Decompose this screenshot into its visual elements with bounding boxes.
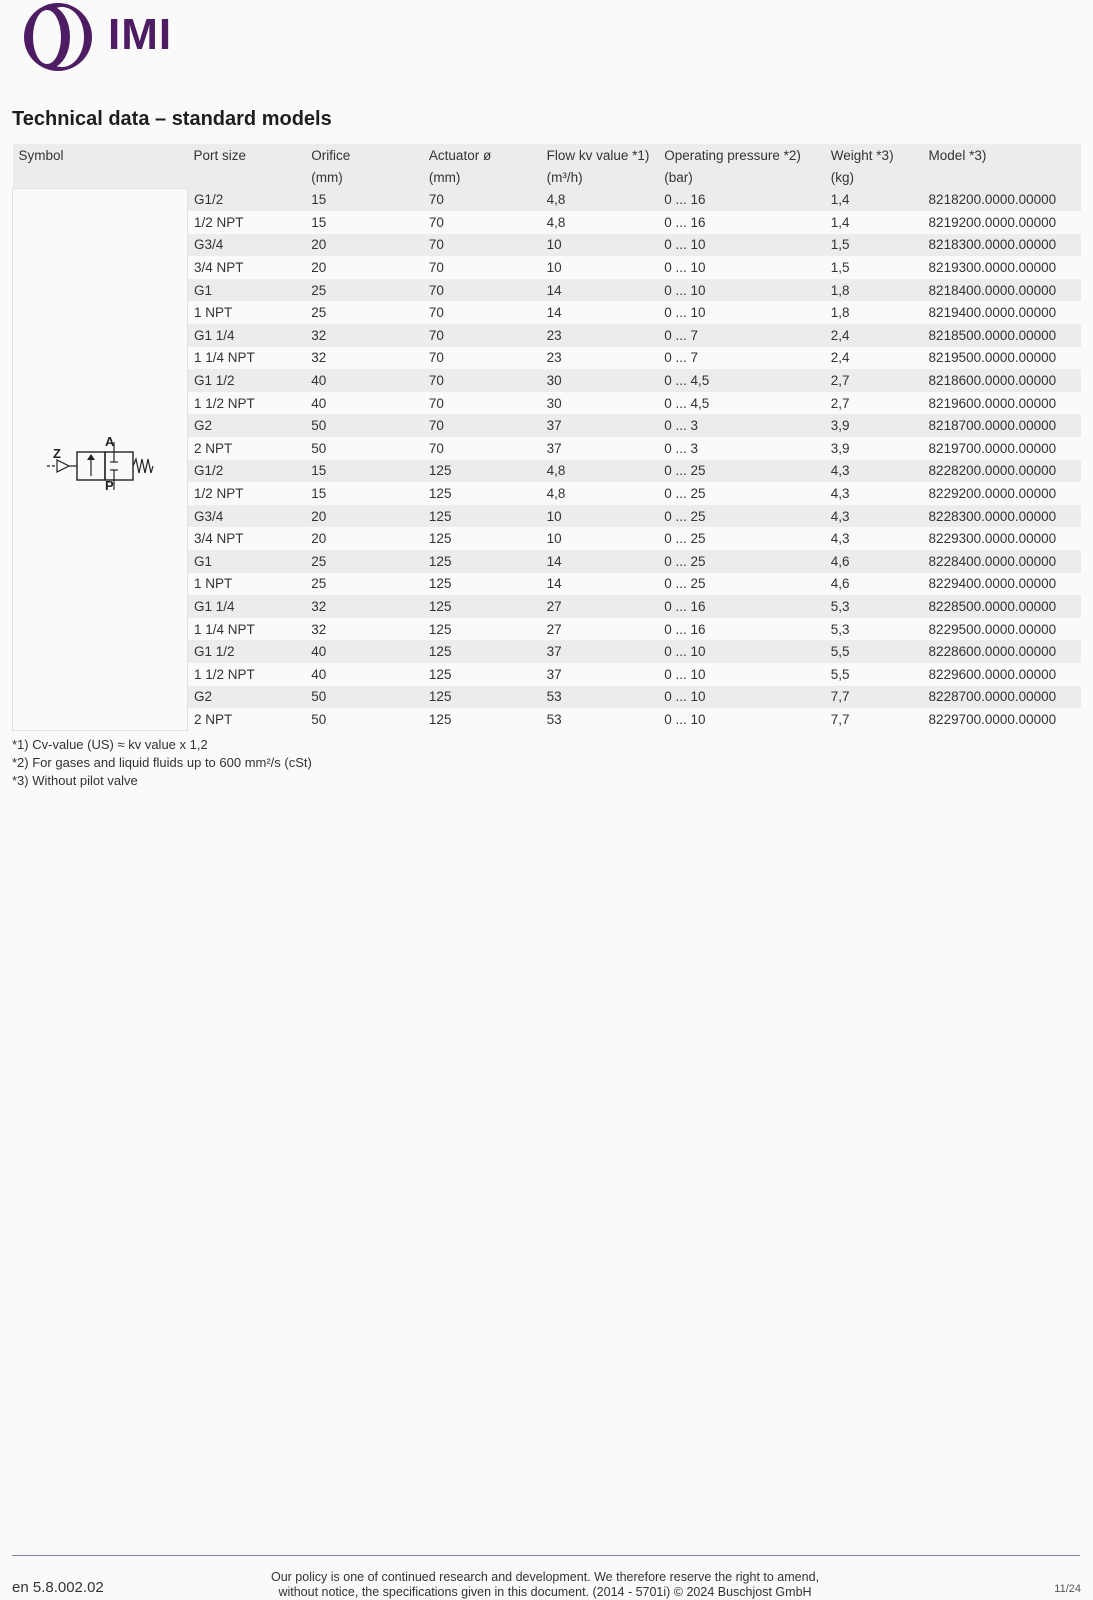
- table-cell: G1 1/4: [188, 324, 306, 347]
- table-cell: 70: [423, 369, 541, 392]
- table-cell: 70: [423, 347, 541, 370]
- table-cell: 20: [305, 527, 423, 550]
- table-cell: 8228500.0000.00000: [923, 595, 1081, 618]
- table-cell: 8219200.0000.00000: [923, 211, 1081, 234]
- table-cell: 23: [541, 347, 659, 370]
- table-cell: 27: [541, 595, 659, 618]
- table-cell: 15: [305, 189, 423, 212]
- table-cell: G1 1/2: [188, 640, 306, 663]
- table-cell: 4,3: [825, 482, 923, 505]
- table-cell: 70: [423, 437, 541, 460]
- table-cell: 10: [541, 527, 659, 550]
- table-cell: 0 ... 10: [658, 234, 825, 257]
- table-cell: 70: [423, 324, 541, 347]
- table-cell: G1: [188, 550, 306, 573]
- table-cell: 14: [541, 279, 659, 302]
- table-header: [13, 144, 1081, 189]
- table-cell: 0 ... 25: [658, 573, 825, 596]
- table-cell: 3/4 NPT: [188, 256, 306, 279]
- table-cell: 53: [541, 686, 659, 709]
- table-cell: 20: [305, 234, 423, 257]
- policy-note: [200, 1570, 890, 1600]
- table-cell: 8218700.0000.00000: [923, 414, 1081, 437]
- table-cell: 70: [423, 414, 541, 437]
- table-cell: 0 ... 10: [658, 663, 825, 686]
- table-cell: 15: [305, 211, 423, 234]
- table-cell: 0 ... 10: [658, 686, 825, 709]
- table-cell: 0 ... 16: [658, 211, 825, 234]
- table-cell: 8219400.0000.00000: [923, 301, 1081, 324]
- table-cell: 20: [305, 505, 423, 528]
- symbol-label-p: P: [105, 477, 114, 490]
- table-cell: 40: [305, 663, 423, 686]
- table-cell: 0 ... 4,5: [658, 369, 825, 392]
- column-unit: (mm): [305, 166, 423, 189]
- table-cell: 0 ... 25: [658, 527, 825, 550]
- table-row: [13, 189, 1081, 212]
- column-unit: [13, 166, 188, 189]
- table-cell: 8218200.0000.00000: [923, 189, 1081, 212]
- table-cell: 1/2 NPT: [188, 482, 306, 505]
- table-cell: 1/2 NPT: [188, 211, 306, 234]
- table-cell: 7,7: [825, 708, 923, 731]
- table-cell: 125: [423, 527, 541, 550]
- table-cell: 4,8: [541, 189, 659, 212]
- table-cell: 8228200.0000.00000: [923, 460, 1081, 483]
- table-cell: 125: [423, 595, 541, 618]
- table-cell: 70: [423, 392, 541, 415]
- table-cell: 8218500.0000.00000: [923, 324, 1081, 347]
- table-cell: 2 NPT: [188, 437, 306, 460]
- table-cell: 32: [305, 595, 423, 618]
- table-cell: 25: [305, 573, 423, 596]
- column-header: Weight *3): [825, 144, 923, 166]
- table-cell: 5,5: [825, 663, 923, 686]
- table-cell: 40: [305, 392, 423, 415]
- table-cell: 8229700.0000.00000: [923, 708, 1081, 731]
- table-cell: 15: [305, 482, 423, 505]
- column-header: Flow kv value *1): [541, 144, 659, 166]
- table-cell: 0 ... 7: [658, 347, 825, 370]
- table-cell: 0 ... 7: [658, 324, 825, 347]
- table-cell: 0 ... 10: [658, 640, 825, 663]
- table-cell: 3,9: [825, 414, 923, 437]
- table-cell: 125: [423, 550, 541, 573]
- table-cell: 8219700.0000.00000: [923, 437, 1081, 460]
- table-cell: 4,8: [541, 211, 659, 234]
- table-cell: 32: [305, 618, 423, 641]
- footnote-3: *3) Without pilot valve: [12, 773, 138, 788]
- table-cell: G3/4: [188, 234, 306, 257]
- table-cell: 8228400.0000.00000: [923, 550, 1081, 573]
- symbol-label-a: A: [105, 433, 115, 449]
- table-cell: 30: [541, 369, 659, 392]
- page-title: Technical data – standard models: [12, 108, 332, 130]
- table-cell: G1: [188, 279, 306, 302]
- table-cell: 4,3: [825, 505, 923, 528]
- table-cell: G2: [188, 686, 306, 709]
- table-cell: 8218400.0000.00000: [923, 279, 1081, 302]
- table-cell: 4,3: [825, 460, 923, 483]
- table-cell: 10: [541, 234, 659, 257]
- column-unit: (m³/h): [541, 166, 659, 189]
- table-cell: G2: [188, 414, 306, 437]
- table-cell: 4,3: [825, 527, 923, 550]
- table-cell: 125: [423, 663, 541, 686]
- table-cell: 8229200.0000.00000: [923, 482, 1081, 505]
- table-cell: 0 ... 10: [658, 256, 825, 279]
- table-cell: 0 ... 3: [658, 437, 825, 460]
- table-cell: 8219300.0000.00000: [923, 256, 1081, 279]
- table-cell: 20: [305, 256, 423, 279]
- table-cell: 2,4: [825, 324, 923, 347]
- table-cell: 1 NPT: [188, 301, 306, 324]
- table-cell: 0 ... 4,5: [658, 392, 825, 415]
- table-cell: 50: [305, 437, 423, 460]
- footnote-1: *1) Cv-value (US) ≈ kv value x 1,2: [12, 737, 208, 752]
- table-cell: 125: [423, 460, 541, 483]
- table-cell: G1 1/2: [188, 369, 306, 392]
- table-cell: 1,4: [825, 211, 923, 234]
- table-cell: 8219500.0000.00000: [923, 347, 1081, 370]
- table-cell: 1 1/2 NPT: [188, 392, 306, 415]
- table-cell: G1 1/4: [188, 595, 306, 618]
- column-unit: (kg): [825, 166, 923, 189]
- table-cell: 0 ... 10: [658, 301, 825, 324]
- table-cell: 5,5: [825, 640, 923, 663]
- table-cell: 125: [423, 573, 541, 596]
- table-cell: 14: [541, 301, 659, 324]
- table-cell: 37: [541, 414, 659, 437]
- column-header: Actuator ø: [423, 144, 541, 166]
- table-cell: 23: [541, 324, 659, 347]
- table-cell: 32: [305, 324, 423, 347]
- table-cell: 1 1/2 NPT: [188, 663, 306, 686]
- table-cell: 70: [423, 301, 541, 324]
- table-cell: 14: [541, 550, 659, 573]
- table-cell: 8229400.0000.00000: [923, 573, 1081, 596]
- table-cell: 2,4: [825, 347, 923, 370]
- table-cell: 5,3: [825, 618, 923, 641]
- table-cell: 8229600.0000.00000: [923, 663, 1081, 686]
- table-cell: 0 ... 16: [658, 618, 825, 641]
- table-cell: 5,3: [825, 595, 923, 618]
- table-cell: 8229500.0000.00000: [923, 618, 1081, 641]
- table-cell: 125: [423, 640, 541, 663]
- table-cell: 3,9: [825, 437, 923, 460]
- table-cell: 1,5: [825, 234, 923, 257]
- table-cell: 0 ... 25: [658, 482, 825, 505]
- document-code: en 5.8.002.02: [12, 1579, 104, 1596]
- page-number: 11/24: [1054, 1583, 1081, 1595]
- table-cell: 8219600.0000.00000: [923, 392, 1081, 415]
- table-cell: 70: [423, 256, 541, 279]
- table-cell: G3/4: [188, 505, 306, 528]
- table-cell: 30: [541, 392, 659, 415]
- table-cell: 1,5: [825, 256, 923, 279]
- policy-line-1: Our policy is one of continued research and development. We therefore reserve the right to amend,: [271, 1570, 819, 1584]
- table-cell: 4,8: [541, 460, 659, 483]
- table-cell: 27: [541, 618, 659, 641]
- table-cell: 0 ... 16: [658, 189, 825, 212]
- table-cell: G1/2: [188, 460, 306, 483]
- footer-divider: [12, 1555, 1080, 1556]
- table-cell: 53: [541, 708, 659, 731]
- table-cell: 0 ... 25: [658, 460, 825, 483]
- table-cell: 0 ... 3: [658, 414, 825, 437]
- table-cell: 8229300.0000.00000: [923, 527, 1081, 550]
- table-cell: 4,8: [541, 482, 659, 505]
- table-cell: 2,7: [825, 369, 923, 392]
- table-cell: 70: [423, 279, 541, 302]
- table-cell: 50: [305, 686, 423, 709]
- table-cell: 2,7: [825, 392, 923, 415]
- table-cell: 8218300.0000.00000: [923, 234, 1081, 257]
- table-cell: 37: [541, 640, 659, 663]
- table-body: [13, 189, 1081, 731]
- table-cell: 25: [305, 279, 423, 302]
- table-cell: 1,8: [825, 301, 923, 324]
- table-cell: 40: [305, 369, 423, 392]
- symbol-label-z: Z: [53, 445, 61, 461]
- table-cell: 4,6: [825, 573, 923, 596]
- column-header: Model *3): [923, 144, 1081, 166]
- table-cell: 0 ... 16: [658, 595, 825, 618]
- column-header: Orifice: [305, 144, 423, 166]
- column-header: Symbol: [13, 144, 188, 166]
- table-cell: 25: [305, 550, 423, 573]
- table-cell: 7,7: [825, 686, 923, 709]
- footnote-2: *2) For gases and liquid fluids up to 600 mm²/s (cSt): [12, 755, 312, 770]
- table-cell: 0 ... 25: [658, 505, 825, 528]
- table-cell: 50: [305, 708, 423, 731]
- column-unit: [923, 166, 1081, 189]
- table-cell: 125: [423, 708, 541, 731]
- table-cell: 125: [423, 482, 541, 505]
- table-cell: 70: [423, 189, 541, 212]
- table-cell: 40: [305, 640, 423, 663]
- technical-data-table: [12, 144, 1081, 731]
- logo-wordmark: IMI: [108, 10, 173, 59]
- table-cell: 14: [541, 573, 659, 596]
- table-cell: 0 ... 10: [658, 279, 825, 302]
- column-header: Operating pressure *2): [658, 144, 825, 166]
- table-cell: 125: [423, 686, 541, 709]
- table-cell: 4,6: [825, 550, 923, 573]
- table-cell: 10: [541, 505, 659, 528]
- table-cell: 1,4: [825, 189, 923, 212]
- table-cell: 15: [305, 460, 423, 483]
- policy-line-2: without notice, the specifications given in this document. (2014 - 5701i) © 2024 Buschjost GmbH: [278, 1585, 812, 1599]
- table-cell: 125: [423, 618, 541, 641]
- table-cell: 70: [423, 211, 541, 234]
- table-cell: 0 ... 10: [658, 708, 825, 731]
- valve-symbol-cell: [13, 189, 188, 731]
- table-cell: 2 NPT: [188, 708, 306, 731]
- table-cell: 1 NPT: [188, 573, 306, 596]
- table-cell: 0 ... 25: [658, 550, 825, 573]
- table-cell: 37: [541, 437, 659, 460]
- valve-symbol-icon: [13, 430, 187, 490]
- column-header: Port size: [188, 144, 306, 166]
- table-cell: 25: [305, 301, 423, 324]
- column-unit: [188, 166, 306, 189]
- footnotes: [12, 736, 312, 790]
- table-cell: 1 1/4 NPT: [188, 347, 306, 370]
- table-cell: 1,8: [825, 279, 923, 302]
- table-cell: 70: [423, 234, 541, 257]
- table-cell: 50: [305, 414, 423, 437]
- table-cell: 37: [541, 663, 659, 686]
- table-cell: G1/2: [188, 189, 306, 212]
- table-cell: 8228700.0000.00000: [923, 686, 1081, 709]
- table-cell: 1 1/4 NPT: [188, 618, 306, 641]
- table-cell: 8228300.0000.00000: [923, 505, 1081, 528]
- table-cell: 3/4 NPT: [188, 527, 306, 550]
- table-cell: 125: [423, 505, 541, 528]
- column-unit: (mm): [423, 166, 541, 189]
- table-cell: 10: [541, 256, 659, 279]
- table-cell: 32: [305, 347, 423, 370]
- table-cell: 8218600.0000.00000: [923, 369, 1081, 392]
- table-cell: 8228600.0000.00000: [923, 640, 1081, 663]
- column-unit: (bar): [658, 166, 825, 189]
